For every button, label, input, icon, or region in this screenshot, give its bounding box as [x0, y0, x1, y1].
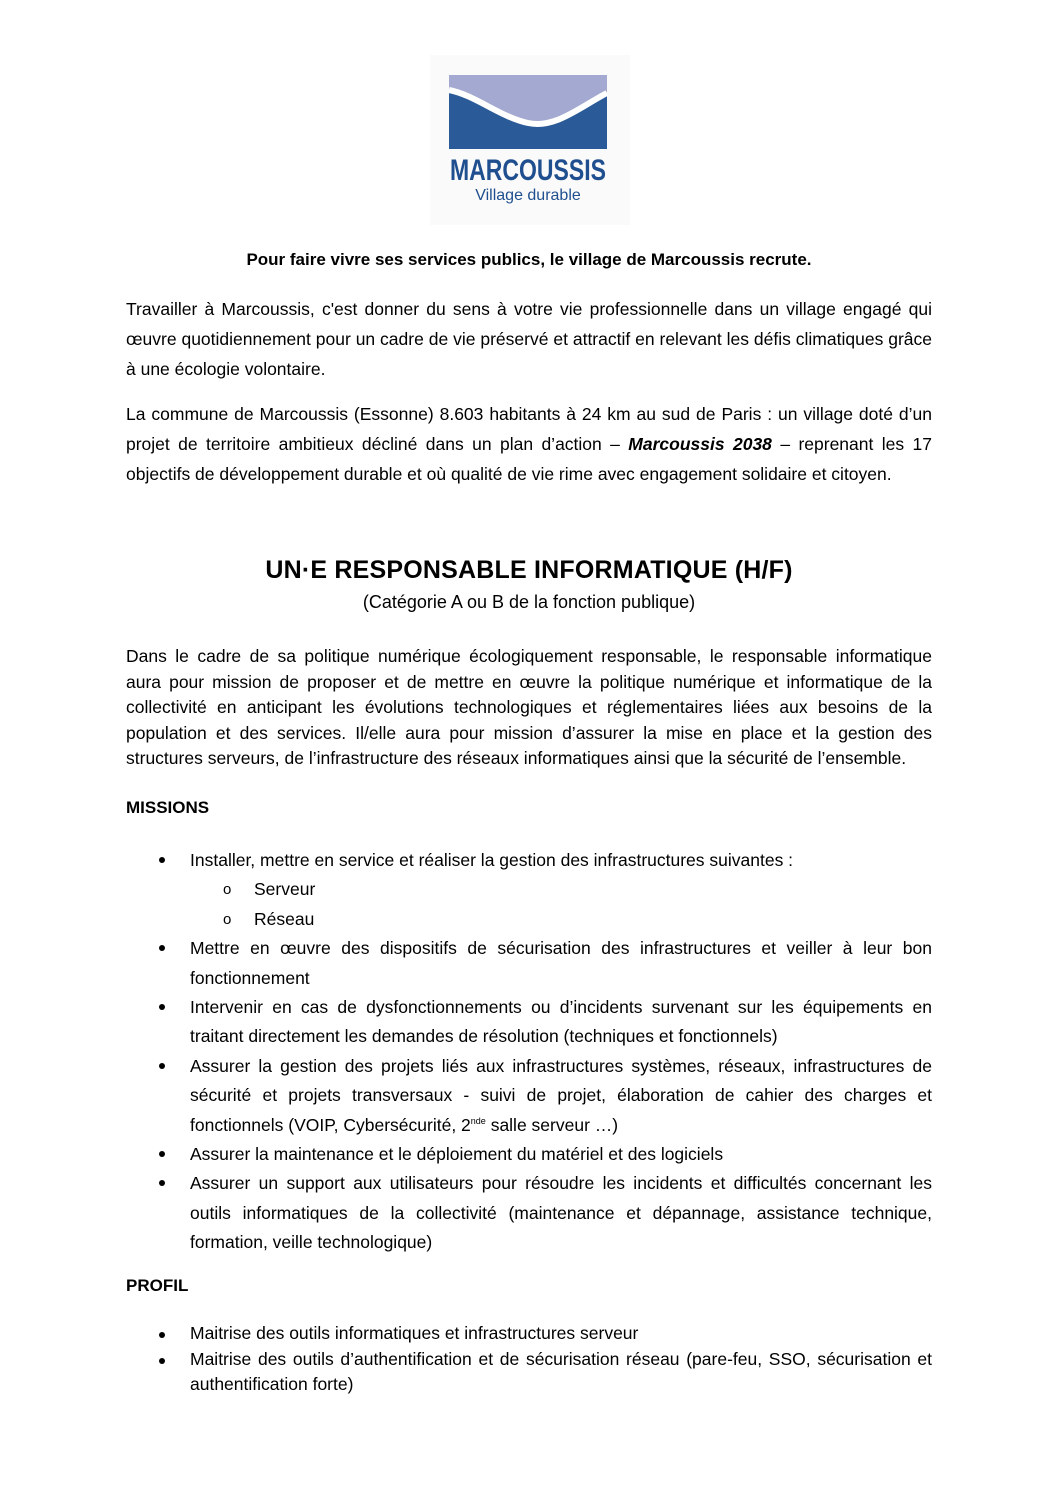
logo-tagline: Village durable: [475, 187, 581, 204]
intro-paragraph: Travailler à Marcoussis, c'est donner du sens à votre vie professionnelle dans un village engagé qui œuvre quotidiennement pour un cadre de vie préservé et attractif en relevant les défis climatiques grâce à une écologie volontaire.: [126, 299, 932, 379]
sub-list-container: [126, 875, 932, 934]
list-item: [126, 1140, 932, 1169]
profil-heading: PROFIL: [126, 1276, 189, 1295]
job-title: UN·E RESPONSABLE INFORMATIQUE (H/F): [265, 556, 793, 584]
profil-text: Maitrise des outils d’authentification et de sécurisation réseau (pare-feu, SSO, sécurisation et authentification forte): [190, 1348, 932, 1395]
bullet-icon: [159, 857, 165, 863]
recruitment-headline: Pour faire vivre ses services publics, le village de Marcoussis recrute.: [246, 250, 812, 269]
missions-list: [126, 846, 932, 1258]
list-item: [126, 1169, 932, 1257]
commune-text-start: La commune de Marcoussis (Essonne) 8.603 habitants à 24 km au sud de Paris : un village doté d’un projet de territoire ambitieux décliné dans un plan d’action –: [126, 404, 932, 454]
sub-list-item: [190, 875, 932, 904]
mission-text: Intervenir en cas de dysfonctionnements ou d’incidents survenant sur les équipements en traitant directement les demandes de résolution (techniques et fonctionnels): [190, 997, 932, 1047]
commune-text-end: – reprenant les 17 objectifs de développement durable et où qualité de vie rime avec engagement solidaire et citoyen.: [126, 434, 932, 484]
job-description: Dans le cadre de sa politique numérique écologiquement responsable, le responsable informatique aura pour mission de proposer et de mettre en œuvre la politique numérique et informatique de la collectivité en anticipant les évolutions technologiques et réglementaires liées aux besoins de la population et des services. Il/elle aura pour mission d’assurer la mise en place et la gestion des structures serveurs, de l’infrastructure des réseaux informatiques ainsi que la sécurité de l’ensemble.: [126, 646, 932, 769]
sub-list-item: [190, 905, 932, 934]
list-item: [126, 993, 932, 1052]
list-item: [126, 934, 932, 993]
list-item: [126, 846, 932, 875]
mission-text-end: salle serveur …): [485, 1114, 619, 1135]
bullet-icon: [159, 1151, 165, 1157]
bullet-icon: [159, 945, 165, 951]
bullet-icon: [159, 1004, 165, 1010]
mission-text: Mettre en œuvre des dispositifs de sécurisation des infrastructures et veiller à leur bon fonctionnement: [190, 938, 932, 988]
circle-bullet-icon: o: [223, 910, 232, 928]
bullet-icon: [159, 1063, 165, 1069]
profil-text: Maitrise des outils informatiques et infrastructures serveur: [190, 1323, 639, 1343]
mission-text: Assurer la maintenance et le déploiement du matériel et des logiciels: [190, 1144, 724, 1165]
plan-name: Marcoussis 2038: [628, 434, 772, 454]
sub-item-text: Réseau: [254, 908, 315, 929]
mission-text: Assurer un support aux utilisateurs pour résoudre les incidents et difficultés concernant les outils informatiques de la collectivité (maintenance et dépannage, assistance technique, formation, veille technologique): [190, 1173, 932, 1253]
bullet-icon: [159, 1332, 165, 1338]
list-item: [126, 1321, 932, 1347]
commune-paragraph: [126, 399, 932, 489]
bullet-icon: [159, 1180, 165, 1186]
sub-item-text: Serveur: [254, 879, 316, 900]
sub-list: [126, 875, 932, 934]
bullet-icon: [159, 1358, 165, 1364]
ordinal-superscript: nde: [470, 1115, 486, 1126]
mission-text: Installer, mettre en service et réaliser la gestion des infrastructures suivantes :: [190, 850, 794, 870]
circle-bullet-icon: o: [223, 881, 232, 899]
marcoussis-logo: [430, 55, 630, 225]
mission-text: Assurer la gestion des projets liés aux infrastructures systèmes, réseaux, infrastructures de sécurité et projets transversaux - suivi de projet, élaboration de cahier des charges et fonctionnels (VOIP, Cybersécurité, 2: [190, 1055, 932, 1135]
profil-list: [126, 1321, 932, 1398]
job-category: (Catégorie A ou B de la fonction publique): [362, 592, 696, 612]
missions-heading: MISSIONS: [126, 798, 210, 817]
list-item: [126, 1347, 932, 1398]
list-item: [126, 1052, 932, 1140]
logo-graphic: [430, 55, 630, 225]
logo-name: MARCOUSSIS: [450, 154, 606, 187]
